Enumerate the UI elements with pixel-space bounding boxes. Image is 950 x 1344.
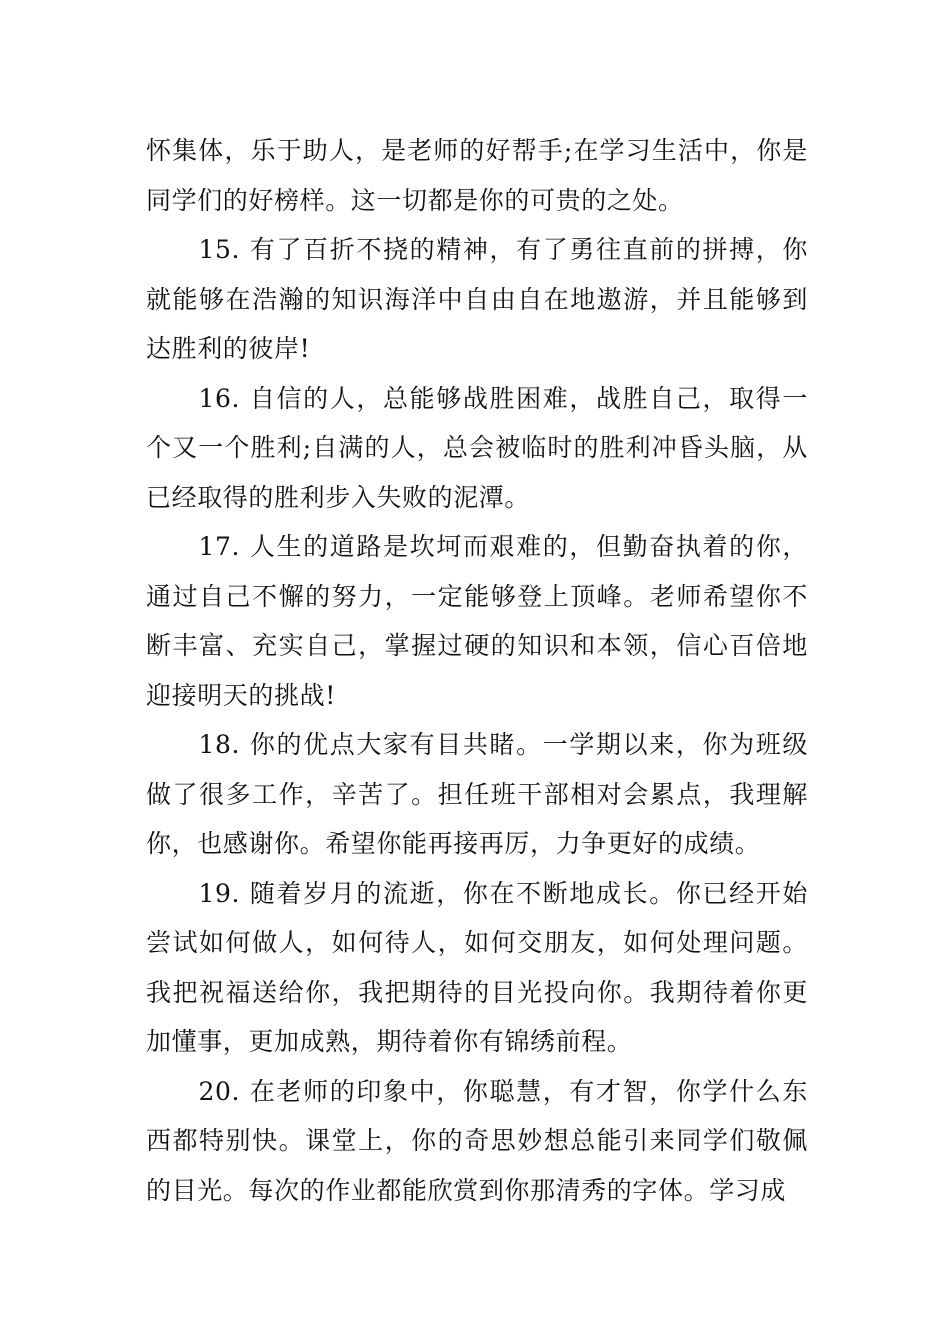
paragraph-text: 怀集体，乐于助人，是老师的好帮手;在学习生活中，你是同学们的好榜样。这一切都是你的可贵的之处。 xyxy=(146,136,808,215)
paragraph-number: 16. xyxy=(198,383,241,413)
paragraph-17 xyxy=(146,522,808,720)
paragraph-number: 15. xyxy=(198,235,241,264)
paragraph-18 xyxy=(146,720,808,869)
paragraph-15 xyxy=(146,225,808,374)
paragraph-text: 人生的道路是坎坷而艰难的，但勤奋执着的你，通过自己不懈的努力，一定能够登上顶峰。老师希望你不断丰富、充实自己，掌握过硬的知识和本领，信心百倍地迎接明天的挑战! xyxy=(146,532,808,710)
paragraph-20 xyxy=(146,1067,808,1216)
paragraph-continuation xyxy=(146,126,808,225)
paragraph-16 xyxy=(146,374,808,523)
paragraph-text: 有了百折不挠的精神，有了勇往直前的拼搏，你就能够在浩瀚的知识海洋中自由自在地遨游，并且能够到达胜利的彼岸! xyxy=(146,235,808,363)
paragraph-text: 你的优点大家有目共睹。一学期以来，你为班级做了很多工作，辛苦了。担任班干部相对会累点，我理解你，也感谢你。希望你能再接再厉，力争更好的成绩。 xyxy=(146,730,808,858)
paragraph-number: 17. xyxy=(198,532,241,561)
paragraph-number: 18. xyxy=(198,730,241,759)
paragraph-text: 自信的人，总能够战胜困难，战胜自己，取得一个又一个胜利;自满的人，总会被临时的胜利冲昏头脑，从已经取得的胜利步入失败的泥潭。 xyxy=(146,383,808,512)
paragraph-19 xyxy=(146,869,808,1067)
paragraph-number: 19. xyxy=(198,878,241,908)
paragraph-text: 随着岁月的流逝，你在不断地成长。你已经开始尝试如何做人，如何待人，如何交朋友，如何处理问题。我把祝福送给你，我把期待的目光投向你。我期待着你更加懂事，更加成熟，期待着你有锦绣前程。 xyxy=(146,878,808,1056)
body-text xyxy=(146,126,808,1215)
paragraph-number: 20. xyxy=(198,1076,241,1106)
paragraph-text: 在老师的印象中，你聪慧，有才智，你学什么东西都特别快。课堂上，你的奇思妙想总能引来同学们敬佩的目光。每次的作业都能欣赏到你那清秀的字体。学习成 xyxy=(146,1076,808,1205)
